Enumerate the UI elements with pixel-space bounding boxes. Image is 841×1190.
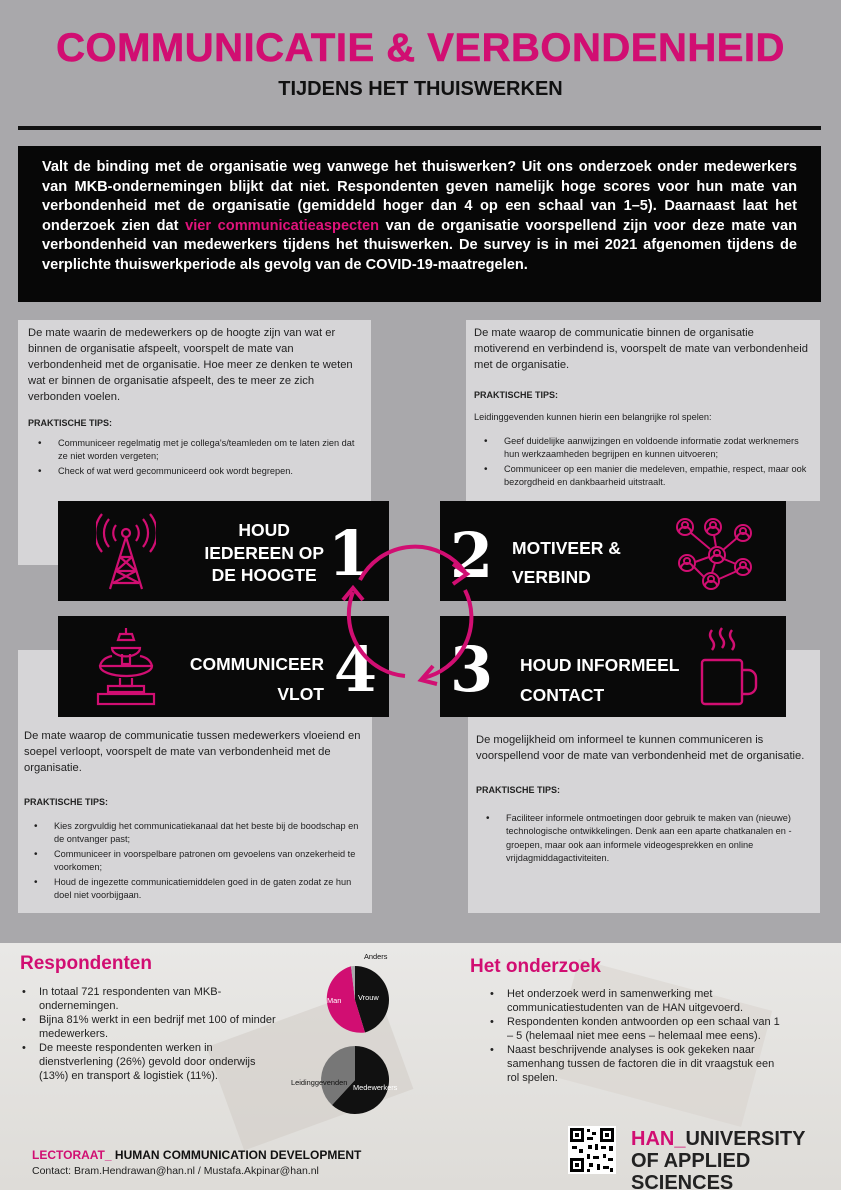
research-list — [484, 988, 784, 1086]
intro-text: Valt de binding met de organisatie weg vanwege het thuiswerken? Uit ons onderzoek onder medewerkers van MKB-ondernemingen blijkt dat niet. Respondenten geven namelijk hoge scores voor hun mate van verbondenheid met de organisatie (gemiddeld hoger dan 4 op een schaal van 1–5). Daarnaast laat het onderzoek zien dat — [42, 159, 797, 234]
tip-item: • Check of wat werd gecommuniceerd ook wordt begrepen. — [36, 465, 361, 478]
intro-block — [18, 146, 821, 302]
aspect-4-label — [190, 649, 324, 709]
cycle-arc-left — [349, 592, 405, 676]
aspect-2-label — [512, 534, 621, 592]
aspect-2-number: 2 — [450, 519, 494, 592]
tip-item: • Geef duidelijke aanwijzingen en voldoende informatie zodat werknemers hun werkzaamheden begrijpen en kunnen uitvoeren; — [482, 435, 812, 462]
logo-prefix: HAN_ — [631, 1128, 686, 1150]
aspect-1-tips-heading: PRAKTISCHE TIPS: — [28, 418, 113, 428]
respondents-list — [16, 986, 276, 1084]
lectoraat-name: HUMAN COMMUNICATION DEVELOPMENT — [114, 1148, 362, 1162]
people-network-icon — [673, 515, 757, 591]
pie-label-medewerkers: Medewerkers — [353, 1083, 398, 1092]
poster-title: COMMUNICATIE & VERBONDENHEID — [56, 26, 785, 70]
cycle-arc-right — [423, 590, 471, 678]
contact-line: Contact: Bram.Hendrawan@han.nl / Mustafa.Akpinar@han.nl — [32, 1165, 319, 1177]
pie-label-anders: Anders — [364, 952, 388, 961]
intro-highlight: vier communicatieaspecten — [185, 217, 380, 234]
label-line: HOUD INFORMEEL — [520, 655, 680, 675]
lectoraat-line — [32, 1148, 361, 1162]
aspect-1-tips-list — [36, 437, 361, 478]
aspect-2-panel — [466, 320, 820, 501]
aspect-2-tips-intro: Leidinggevenden kunnen hierin een belangrijke rol spelen: — [474, 412, 712, 422]
cycle-arrows — [335, 520, 505, 695]
intro-text-end: van de organisatie voorspellend zijn voor deze mate van verbondenheid van medewerkers tijdens het thuiswerken. De survey is in mei 2021 afgenomen tijdens de verplichte thuiswerkperiode als gevolg van de COVID-19-maatregelen. — [42, 217, 798, 273]
list-item: • In totaal 721 respondenten van MKB-ondernemingen. — [16, 986, 276, 1013]
aspect-4-tips-list — [32, 820, 364, 902]
pie-label-vrouw: Vrouw — [358, 993, 379, 1002]
respondents-heading: Respondenten — [20, 953, 152, 974]
logo-line-2: OF APPLIED SCIENCES — [631, 1150, 751, 1190]
label-line: COMMUNICEER — [189, 654, 324, 674]
fountain-icon — [94, 626, 158, 708]
qr-code-icon — [568, 1126, 616, 1174]
aspect-2-description: De mate waarop de communicatie binnen de organisatie motiverend en verbindend is, voorspelt de mate van verbondenheid met de organisatie. — [474, 327, 808, 371]
list-item: • Het onderzoek werd in samenwerking met communicatiestudenten van de HAN uitgevoerd. — [484, 988, 784, 1015]
tip-item: • Faciliteer informele ontmoetingen door gebruik te maken van (nieuwe) technologische ontwikkelingen. Denk aan een aparte chatkanalen en -groepen, maar ook aan informele videogesprekken en online vrijdagmiddagactiviteiten. — [484, 812, 812, 866]
label-line: VLOT — [277, 684, 324, 704]
lectoraat-prefix: LECTORAAT_ — [32, 1148, 112, 1162]
tip-item: • Communiceer op een manier die medeleven, empathie, respect, maar ook bezorgdheid en dankbaarheid uitstraalt. — [482, 463, 812, 490]
aspect-1-label — [204, 519, 324, 587]
poster-subtitle: TIJDENS HET THUISWERKEN — [278, 78, 563, 100]
aspect-3-tips-list — [484, 812, 812, 866]
label-line: HOUD — [238, 520, 290, 540]
logo-line-1: UNIVERSITY — [685, 1128, 806, 1150]
pie-label-man: Man — [327, 996, 342, 1005]
label-line: IEDEREEN OP — [204, 542, 324, 563]
han-logo — [631, 1128, 841, 1190]
list-item: • De meeste respondenten werken in dienstverlening (26%) gevold door onderwijs (13%) en transport & logistiek (11%). — [16, 1042, 276, 1083]
list-item: • Bijna 81% werkt in een bedrijf met 100 of minder medewerkers. — [16, 1014, 276, 1041]
aspect-1-number: 1 — [327, 517, 371, 590]
research-heading: Het onderzoek — [470, 956, 601, 977]
cycle-arc-top — [360, 547, 465, 580]
aspect-3-number: 3 — [450, 633, 494, 706]
tip-item: • Houd de ingezette communicatiemiddelen goed in de gaten zodat ze hun doel niet voorbijgaan. — [32, 876, 364, 903]
aspect-3-label — [520, 650, 679, 710]
arrowhead-top — [453, 564, 467, 584]
aspect-2-tips-heading: PRAKTISCHE TIPS: — [474, 390, 559, 400]
aspect-4-description: De mate waarop de communicatie tussen medewerkers vloeiend en soepel verloopt, voorspelt de mate van verbondenheid met de organisatie. — [24, 730, 361, 774]
label-line: VERBIND — [512, 567, 591, 587]
coffee-mug-icon — [698, 626, 760, 708]
tip-item: • Communiceer in voorspelbare patronen om gevoelens van onzekerheid te voorkomen; — [32, 848, 364, 875]
pie-label-leidinggevenden: Leidinggevenden — [291, 1078, 348, 1087]
tip-item: • Kies zorgvuldig het communicatiekanaal dat het beste bij de boodschap en de ontvanger past; — [32, 820, 364, 847]
label-line: MOTIVEER & — [512, 538, 621, 558]
aspect-2-tips-list — [482, 435, 812, 490]
list-item: • Naast beschrijvende analyses is ook gekeken naar samenhang tussen de factoren die in dit vraagstuk een rol spelen. — [484, 1044, 784, 1085]
radio-tower-icon — [96, 513, 156, 591]
label-line: DE HOOGTE — [211, 565, 317, 585]
aspect-4-tips-heading: PRAKTISCHE TIPS: — [24, 797, 109, 807]
header-divider — [18, 126, 821, 130]
aspect-4-number: 4 — [333, 633, 377, 706]
tip-item: • Communiceer regelmatig met je collega's/teamleden om te laten zien dat ze niet worden vergeten; — [36, 437, 361, 464]
aspect-3-tips-heading: PRAKTISCHE TIPS: — [476, 785, 561, 795]
aspect-1-description: De mate waarin de medewerkers op de hoogte zijn van wat er binnen de organisatie afspeelt, voorspelt de mate van verbondenheid met de organisatie. Hoe meer ze denken te weten wat er binnen de organisatie afspeelt, des te meer ze zich verbonden voelen. — [28, 327, 353, 403]
label-line: CONTACT — [520, 685, 605, 705]
aspect-3-description: De mogelijkheid om informeel te kunnen communiceren is voorspellend voor de mate van verbondenheid met de organisatie. — [476, 734, 805, 762]
list-item: • Respondenten konden antwoorden op een schaal van 1 – 5 (helemaal niet mee eens – helemaal mee eens). — [484, 1016, 784, 1043]
